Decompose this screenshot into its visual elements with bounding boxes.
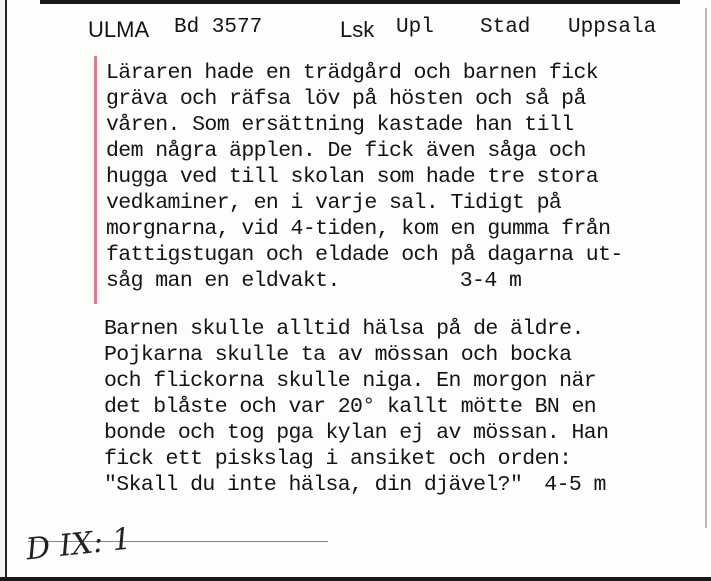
paragraph-2-page-mark: 4-5 m [544,473,606,497]
text-line: och flickorna skulle niga. En morgon när [104,369,597,393]
text-line: Läraren hade en trädgård och barnen fick [106,61,599,85]
text-line: fattigstugan och eldade och på dagarna ut- [106,243,623,267]
text-line-with-mark [106,268,706,294]
text-line: våren. Som ersättning kastade han till [106,113,574,137]
handwritten-signature: D IX: 1 [24,521,134,568]
margin-rule [94,56,97,304]
card-header [88,16,688,48]
card-bottom-edge [0,577,711,581]
stad-value: Uppsala [568,16,657,39]
text-line: morgnarna, vid 4-tiden, kom en gumma från [106,217,611,241]
text-line: bonde och tog pga kylan ej av mössan. Han [104,421,609,445]
landskap-label: Lsk [340,17,375,42]
volume-number: Bd 3577 [174,16,263,39]
text-line-with-mark [104,472,704,498]
text-line: Barnen skulle alltid hälsa på de äldre. [104,317,584,341]
card-top-edge [40,0,680,4]
text-line: vedkaminer, en i varje sal. Tidigt på [106,191,562,215]
landskap-value: Upl [396,16,434,39]
paragraph-2 [104,316,704,498]
stad-label: Stad [480,16,531,39]
text-line: dem några äpplen. De fick även såga och [106,139,586,163]
archive-name: ULMA [88,17,150,42]
text-line: det blåste och var 20° kallt mötte BN en [104,395,597,419]
text-line: fick ett piskslag i ansiket och orden: [104,447,572,471]
paragraph-1 [106,60,706,294]
card-footer [22,521,322,571]
text-line: Pojkarna skulle ta av mössan och bocka [104,343,572,367]
card-left-edge [0,0,7,581]
paragraph-1-page-mark: 3-4 m [459,269,522,293]
text-line: hugga ved till skolan som hade tre stora [106,165,599,189]
text-line: såg man en eldvakt. [106,269,340,293]
text-line: "Skall du inte hälsa, din djävel?" [104,473,523,497]
text-line: gräva och räfsa löv på hösten och så på [106,87,586,111]
